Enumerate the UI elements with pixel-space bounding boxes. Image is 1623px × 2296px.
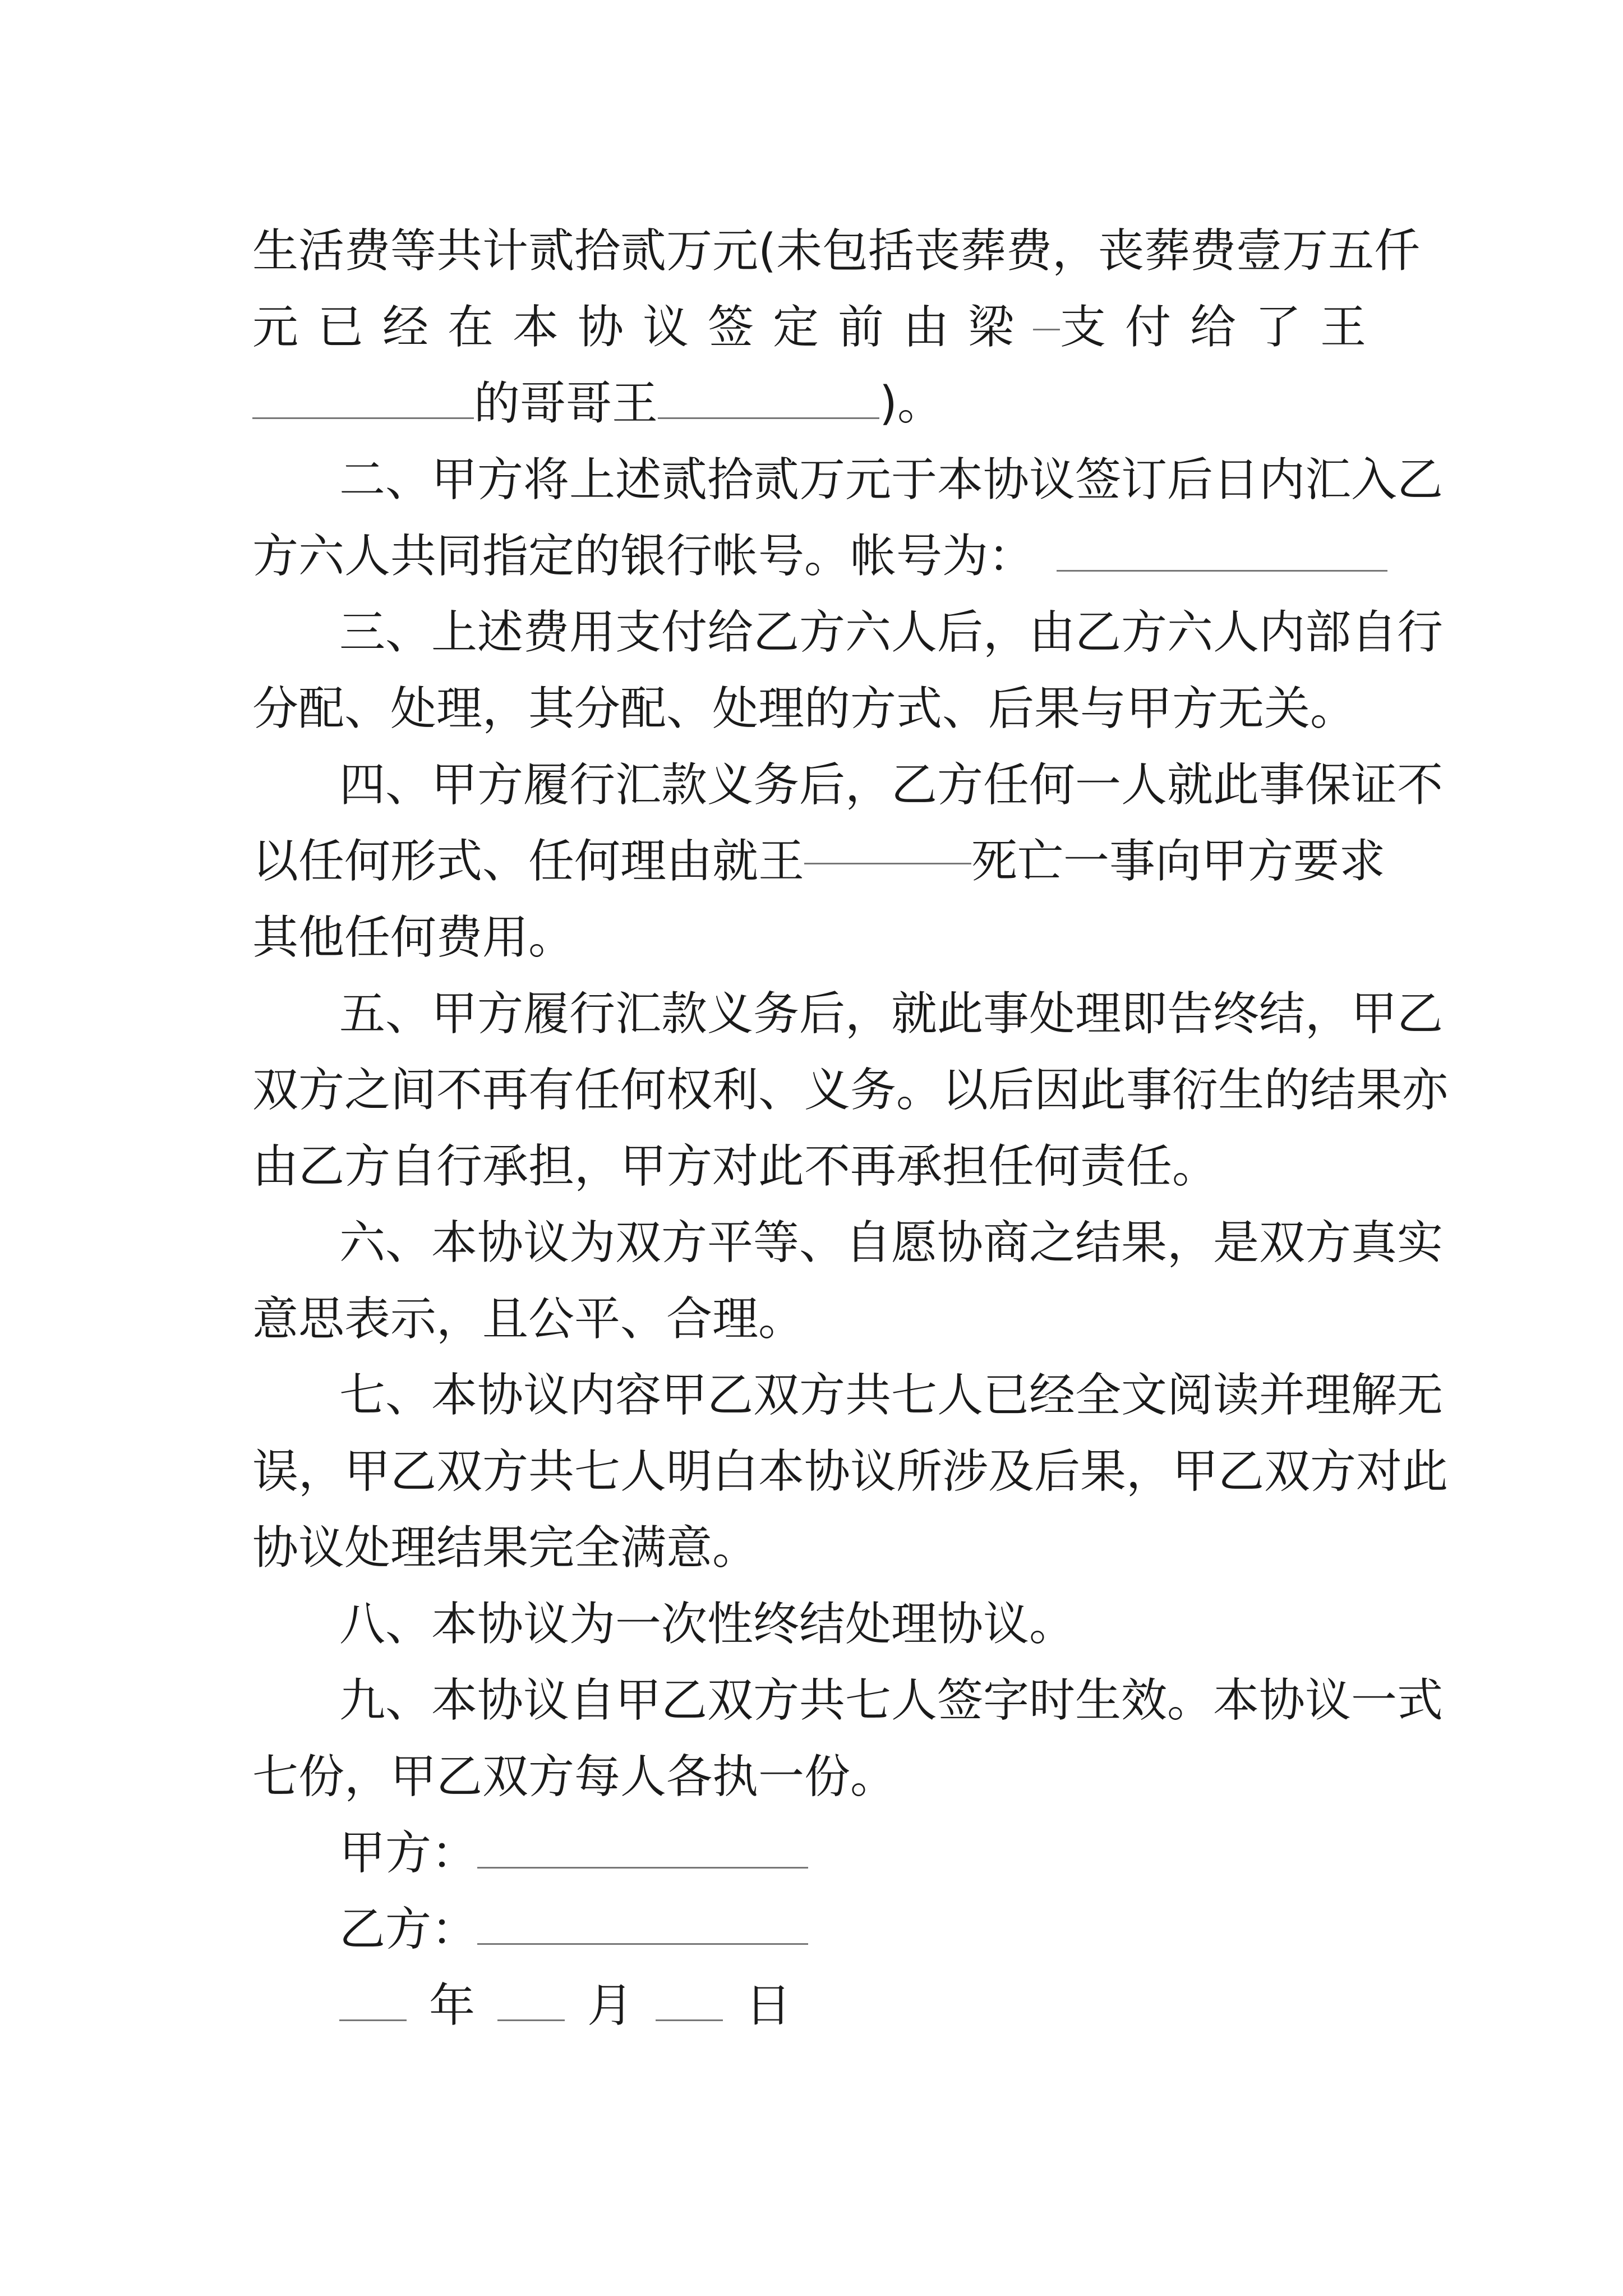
deceased-name-blank[interactable] [252,378,474,419]
clause-9-line-1: 九、本协议自甲乙双方共七人签字时生效。本协议一式 [339,1674,1444,1727]
intro-line-2-text-a: 元已经在本协议签定前由梁 [252,301,1034,354]
clause-7-line-1: 七、本协议内容甲乙双方共七人已经全文阅读并理解无 [339,1369,1444,1422]
date-row [252,1968,1385,2044]
clause-4-line-1: 四、甲方履行汇款义务后，乙方任何一人就此事保证不 [339,758,1444,812]
day-blank[interactable] [656,1980,723,2021]
party-a-signature-blank[interactable] [477,1828,808,1869]
clause-2-line-2 [252,518,1385,595]
clause-9-line-2: 七份，甲乙双方每人各执一份。 [252,1750,897,1803]
party-b-signature-blank[interactable] [477,1904,808,1945]
intro-line-1: 生活费等共计贰拾贰万元(未包括丧葬费，丧葬费壹万五仟 [252,224,1420,278]
clause-5-line-1: 五、甲方履行汇款义务后，就此事处理即告终结，甲乙 [339,987,1444,1041]
intro-line-2 [252,289,1385,366]
month-label: 月 [587,1979,634,2032]
clause-6-line-2: 意思表示，且公平、合理。 [252,1292,805,1346]
party-a-signature-row [252,1815,1385,1892]
intro-line-3 [252,366,1385,442]
clause-3-line-1: 三、上述费用支付给乙方六人后，由乙方六人内部自行 [339,606,1444,659]
intro-line-3-text-a: 的哥哥王 [474,377,658,430]
brother-name-blank[interactable] [658,378,879,419]
clause-4-line-2-text-b: 死亡一事向甲方要求 [971,835,1385,888]
clause-2-line-2-text: 方六人共同指定的银行帐号。帐号为： [252,530,1035,583]
clause-6-line-1: 六、本协议为双方平等、自愿协商之结果，是双方真实 [339,1216,1444,1269]
party-b-signature-row [252,1892,1385,1968]
clause-7-line-2: 误，甲乙双方共七人明白本协议所涉及后果，甲乙双方对此 [252,1445,1449,1498]
deceased-name-blank-2[interactable] [804,823,971,864]
bank-account-blank[interactable] [1057,531,1387,572]
clause-5-line-2: 双方之间不再有任何权利、义务。以后因此事衍生的结果亦 [252,1064,1449,1117]
clause-5-line-3: 由乙方自行承担，甲方对此不再承担任何责任。 [252,1140,1219,1193]
clause-8-line-1: 八、本协议为一次性终结处理协议。 [339,1598,1076,1651]
clause-2-line-1: 二、甲方将上述贰拾贰万元于本协议签订后日内汇入乙 [339,453,1444,507]
clause-3-line-2: 分配、处理，其分配、处理的方式、后果与甲方无关。 [252,682,1357,735]
intro-line-2-text-b: 支付给了王 [1059,301,1385,354]
party-b-label: 乙方： [339,1903,478,1956]
clause-4-line-3: 其他任何费用。 [252,911,575,964]
year-label: 年 [429,1979,476,2032]
year-blank[interactable] [339,1980,407,2021]
payer-name-blank[interactable] [1033,289,1060,330]
day-label: 日 [745,1979,792,2032]
intro-line-3-text-b: )。 [879,377,944,430]
agreement-document [252,213,1449,2044]
clause-4-line-2-text-a: 以任何形式、任何理由就王 [252,835,805,888]
clause-4-line-2 [252,823,1385,900]
clause-7-line-3: 协议处理结果完全满意。 [252,1521,759,1575]
month-blank[interactable] [497,1980,565,2021]
party-a-label: 甲方： [339,1826,478,1880]
